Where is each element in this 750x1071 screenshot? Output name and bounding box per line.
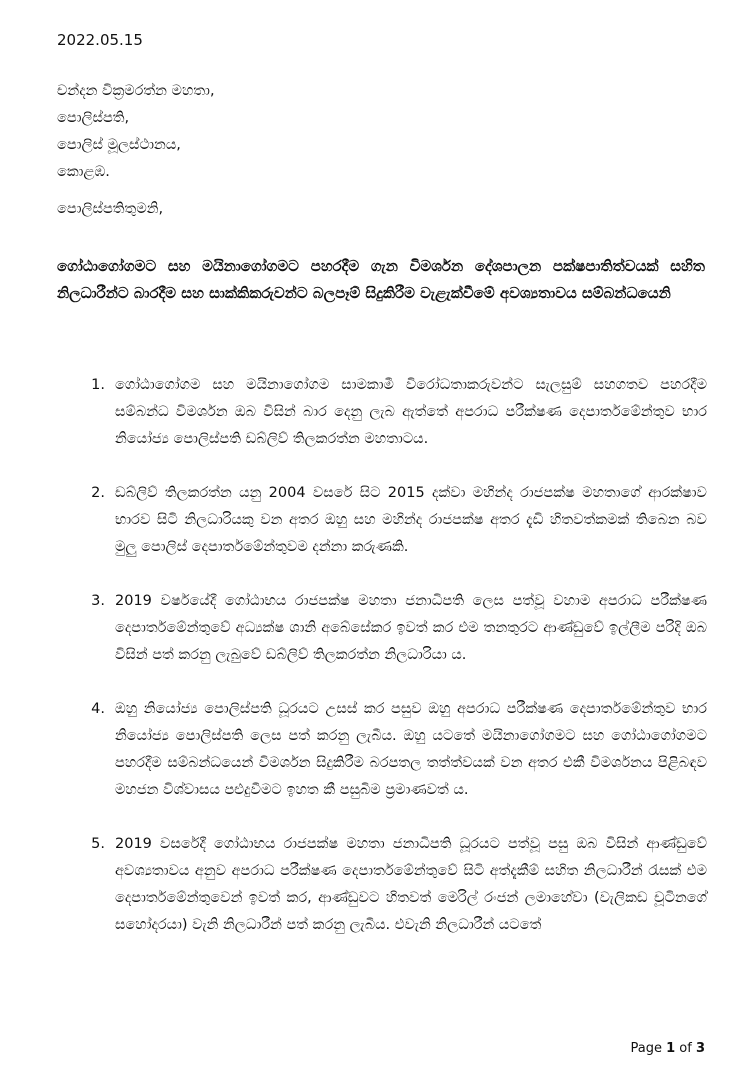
address-line-office: පොලිස් මූලස්ථානය,: [57, 137, 181, 153]
paragraph-number: 4.: [91, 701, 105, 717]
paragraph-number: 5.: [91, 836, 105, 852]
paragraph: [57, 831, 707, 939]
address-line-city: කොළඹ.: [57, 164, 110, 180]
paragraph-text: 2019 වසරේදී ගෝඨාභය රාජපක්ෂ මහතා ජනාධිපති ධූරයට පත්වූ පසු ඔබ විසින් ආණ්ඩුවේ අවශ්‍යතාවය අනුව අපරාධ පරීක්ෂණ දෙපාර්තමේන්තුවේ සිටි අත්දැකීම් සහිත නිලධාරීන් රැසක් එම දෙපාර්තමේන්තුවෙන් ඉවත් කර, ආණ්ඩුවට හිතවත් මෙරිල් රංජන් ලමාහේවා (වැලිකඩ චූටිනගේ සහෝදරයා) වැනි නිලධාරීන් පත් කරනු ලැබීය. එවැනි නිලධාරීන් යටතේ: [115, 836, 707, 933]
address-line-title: පොලිස්පති,: [57, 110, 130, 126]
recipient-address: [57, 78, 215, 186]
address-line-name: චන්දන වික්‍රමරත්න මහතා,: [57, 83, 215, 99]
page-number: 1: [666, 1041, 676, 1056]
paragraph-text: ගෝඨාගෝගම සහ මයිනාගෝගම සාමකාමී විරෝධතාකරුවන්ට සැලසුම් සහගතව පහරදීම සම්බන්ධ විමර්ශන ඔබ විසින් බාර දෙනු ලැබ ඇත්තේ අපරාධ පරීක්ෂණ දෙපාර්තමේන්තුව භාර නියෝජ්‍ය පොලිස්පති ඩබ්ලිව් තිලකරත්න මහතාටය.: [115, 377, 707, 447]
paragraph-number: 1.: [91, 377, 105, 393]
subject-heading: ගෝඨාගෝගමට සහ මයිනාගෝගමට පහරදීම ගැන විමර්ශන දේශපාලන පක්ෂපාතිත්වයක් සහිත නිලධාරීන්ට බාරදීම සහ සාක්කිකරුවන්ට බලපෑම් සිදුකිරීම වැළැක්වීමේ අවශ්‍යතාවය සම්බන්ධයෙනි: [57, 257, 705, 302]
paragraph: [57, 372, 707, 453]
paragraph: [57, 696, 707, 804]
page-total: 3: [695, 1041, 705, 1056]
paragraph-number: 3.: [91, 593, 105, 609]
paragraph: [57, 588, 707, 669]
paragraph: [57, 480, 707, 561]
numbered-paragraphs: [57, 372, 707, 939]
paragraph-text: ඩබ්ලිව් තිලකරත්න යනු 2004 වසරේ සිට 2015 දක්වා මහින්ද රාජපක්ෂ මහතාගේ ආරක්ෂාව භාරව සිටි නිලධාරියකු වන අතර ඔහු සහ මහින්ද රාජපක්ෂ අතර දැඩි හිතවත්කමක් තිබෙන බව මුලු පොලිස් දෙපාර්තමේන්තුවම දන්නා කරුණකි.: [115, 485, 707, 555]
page-word: Page: [630, 1041, 662, 1056]
paragraph-number: 2.: [91, 485, 105, 501]
paragraph-text: ඔහු නියෝජ්‍ය පොලිස්පති ධූරයට උසස් කර පසුව ඔහු අපරාධ පරීක්ෂණ දෙපාර්තමේන්තුව භාර නියෝජ්‍ය පොලිස්පති ලෙස පත් කරනු ලැබීය. ඔහු යටතේ මයිනාගෝගමට සහ ගෝඨාගෝගමට පහරදීම සම්බන්ධයෙන් විමර්ශන සිදුකිරීම බරපතල තත්ත්වයක් වන අතර එකී විමර්ශනය පිළිබඳව මහජන විශ්වාසය පළුදුවීමට ඉහත කී පසුබිම ප්‍රමාණවත් ය.: [115, 701, 707, 798]
of-word: of: [679, 1041, 692, 1056]
letter-date: 2022.05.15: [57, 31, 143, 49]
salutation: පොලිස්පතිතුමනි,: [57, 201, 164, 217]
page-footer: [630, 1041, 705, 1056]
paragraph-text: 2019 වර්ෂයේදී ගෝඨාභය රාජපක්ෂ මහතා ජනාධිපති ලෙස පත්වූ වහාම අපරාධ පරීක්ෂණ දෙපාර්තමේන්තුවේ අධ්‍යක්ෂ ශානි අබේසේකර ඉවත් කර එම තනතුරට ආණ්ඩුවේ ඉල්ලීම පරිදි ඔබ විසින් පත් කරනු ලැබුවේ ඩබ්ලිව් තිලකරත්න නිලධාරියා ය.: [115, 593, 707, 663]
